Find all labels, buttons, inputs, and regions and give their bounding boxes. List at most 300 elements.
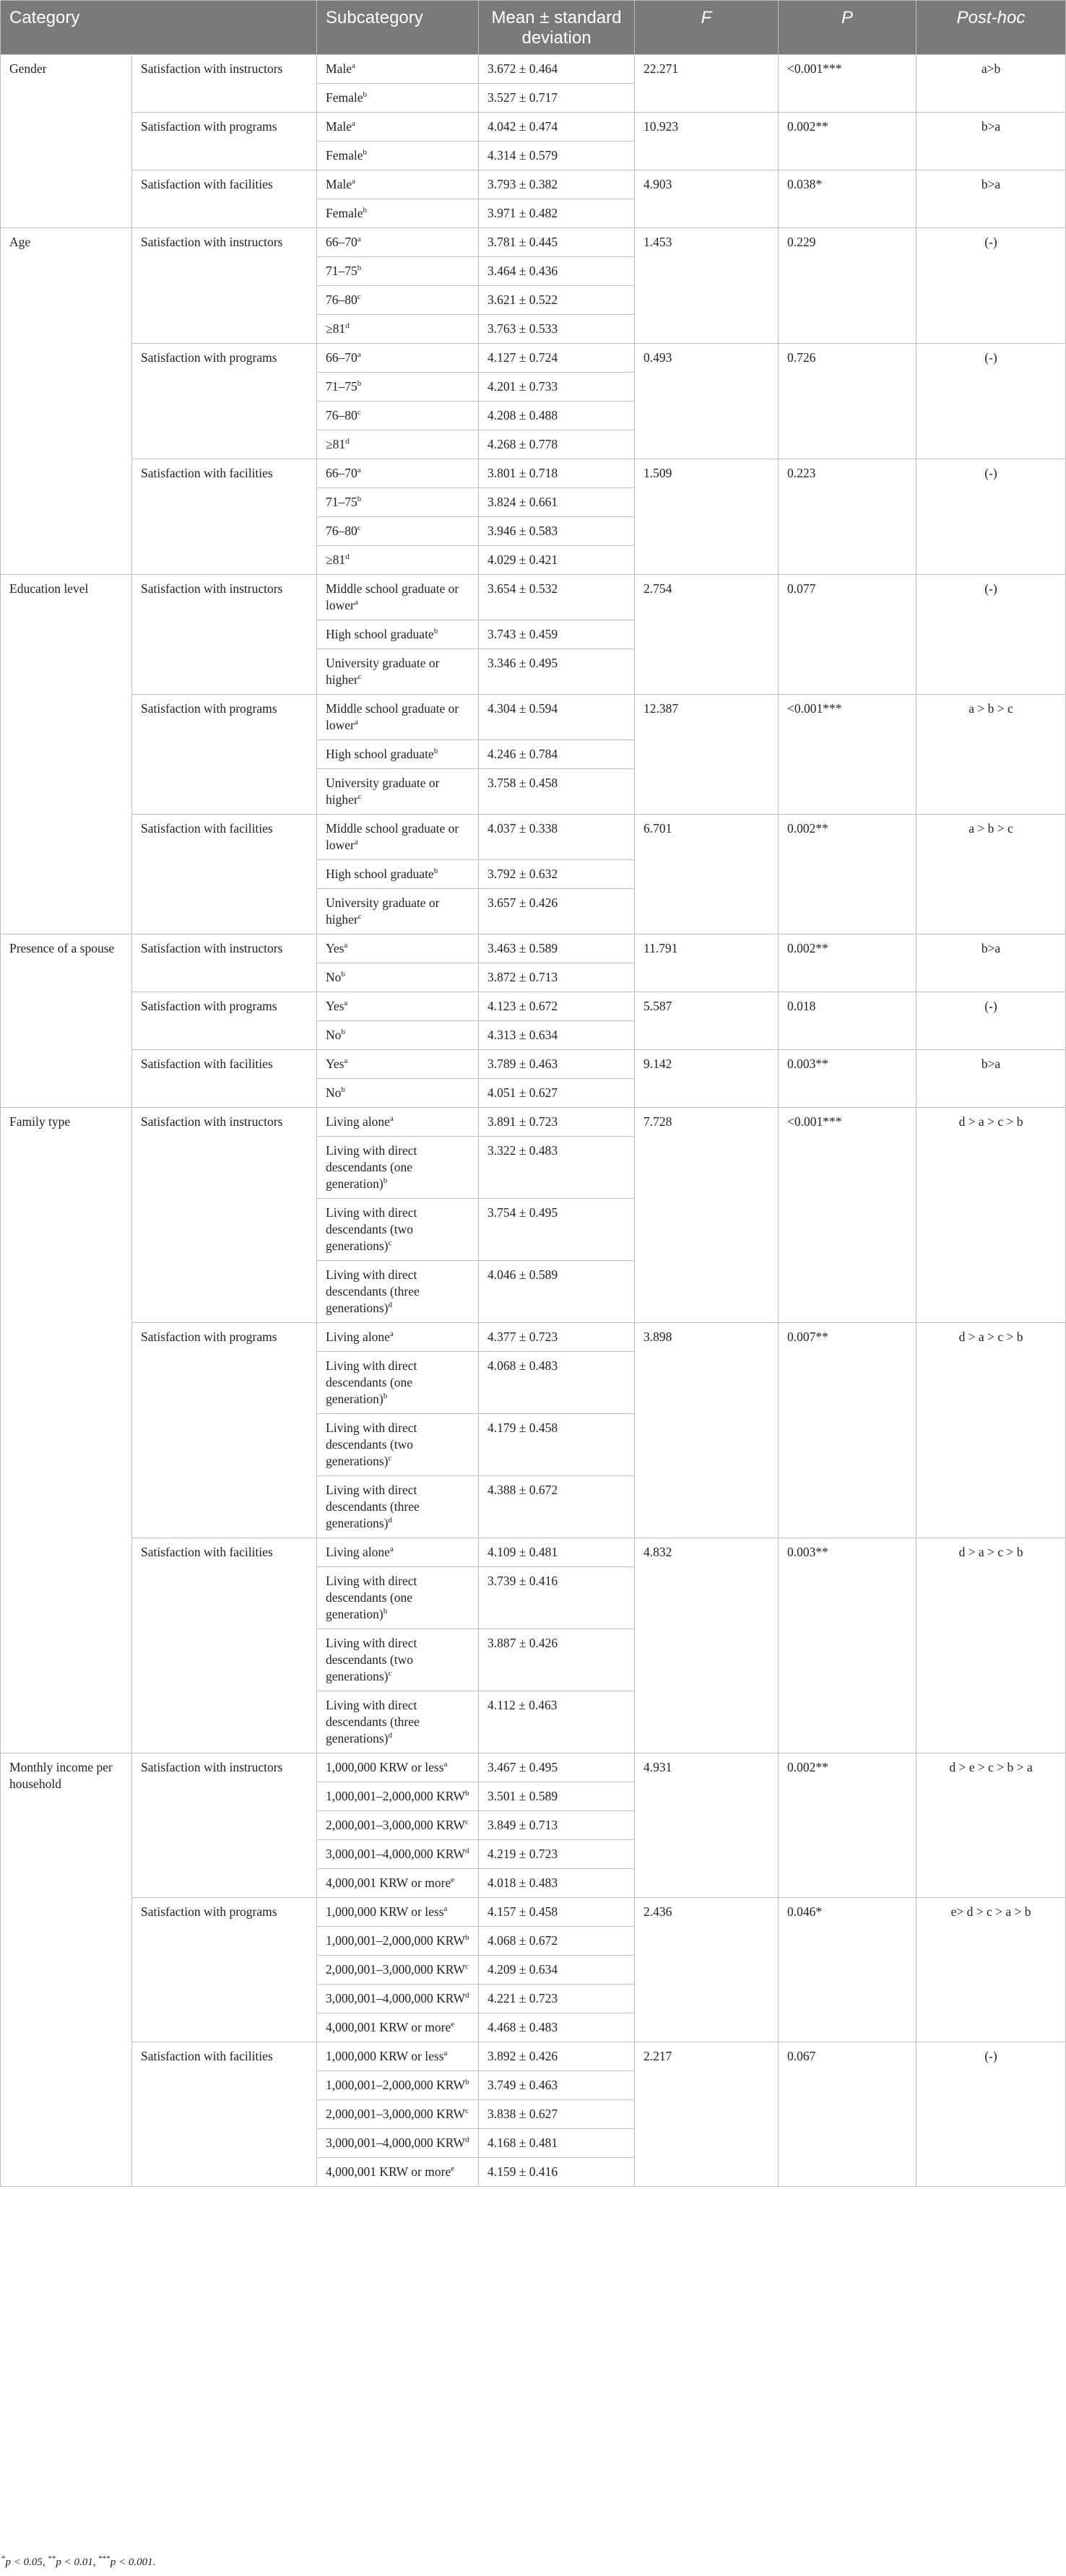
mean-sd-cell: 3.758 ± 0.458 <box>479 769 635 815</box>
mean-sd-cell: 3.527 ± 0.717 <box>479 84 635 113</box>
subcategory-cell <box>317 1323 479 1352</box>
mean-sd-cell: 3.872 ± 0.713 <box>479 963 635 992</box>
header-p: P <box>779 1 916 55</box>
mean-sd-cell: 4.029 ± 0.421 <box>479 546 635 575</box>
subcategory-group-letter: b <box>357 495 362 504</box>
subcategory-label: Living alone <box>326 1114 390 1129</box>
subcategory-group-letter: c <box>465 1818 469 1827</box>
table-row <box>1 1050 1066 1079</box>
subcategory-cell <box>317 517 479 546</box>
subcategory-label: 76–80 <box>326 524 358 538</box>
subgroup-cell: Satisfaction with programs <box>132 1898 317 2042</box>
subcategory-cell <box>317 430 479 459</box>
f-value-cell: 9.142 <box>635 1050 779 1108</box>
subgroup-cell: Satisfaction with instructors <box>132 934 317 992</box>
subcategory-label: 3,000,001–4,000,000 KRW <box>326 1991 466 2005</box>
subcategory-label: 3,000,001–4,000,000 KRW <box>326 1847 466 1861</box>
posthoc-cell: (-) <box>916 575 1066 695</box>
header-posthoc: Post-hoc <box>916 1 1066 55</box>
subcategory-label: Female <box>326 90 363 105</box>
footnote-p01: p < 0.01, <box>56 2557 99 2568</box>
subcategory-group-letter: c <box>465 2107 469 2116</box>
subcategory-label: Living with direct descendants (one generation) <box>326 1358 417 1406</box>
f-value-cell: 12.387 <box>635 695 779 815</box>
mean-sd-cell: 4.468 ± 0.483 <box>479 2013 635 2042</box>
subcategory-label: 76–80 <box>326 408 358 422</box>
mean-sd-cell: 4.051 ± 0.627 <box>479 1079 635 1108</box>
mean-sd-cell: 4.221 ± 0.723 <box>479 1985 635 2013</box>
subgroup-cell: Satisfaction with facilities <box>132 170 317 228</box>
subcategory-label: 1,000,000 KRW or less <box>326 1760 444 1774</box>
posthoc-cell: d > a > c > b <box>916 1538 1066 1753</box>
mean-sd-cell: 3.322 ± 0.483 <box>479 1137 635 1199</box>
category-cell: Age <box>1 228 132 575</box>
posthoc-cell: d > a > c > b <box>916 1323 1066 1538</box>
mean-sd-cell: 4.377 ± 0.723 <box>479 1323 635 1352</box>
mean-sd-cell: 3.824 ± 0.661 <box>479 488 635 517</box>
posthoc-cell: d > a > c > b <box>916 1108 1066 1323</box>
subcategory-cell <box>317 1021 479 1050</box>
posthoc-cell: d > e > c > b > a <box>916 1753 1066 1898</box>
header-f: F <box>635 1 779 55</box>
table-row <box>1 815 1066 860</box>
subcategory-label: 66–70 <box>326 235 358 249</box>
mean-sd-cell: 4.068 ± 0.483 <box>479 1352 635 1414</box>
subcategory-cell <box>317 1927 479 1956</box>
subcategory-label: ≥81 <box>326 437 346 451</box>
table-row <box>1 55 1066 84</box>
table-row <box>1 459 1066 488</box>
p-value-cell: 0.002** <box>779 113 916 170</box>
subcategory-label: No <box>326 970 342 984</box>
mean-sd-cell: 4.313 ± 0.634 <box>479 1021 635 1050</box>
mean-sd-cell: 4.201 ± 0.733 <box>479 373 635 402</box>
subgroup-cell: Satisfaction with instructors <box>132 1108 317 1323</box>
subcategory-cell <box>317 257 479 286</box>
subcategory-label: 66–70 <box>326 466 358 480</box>
subgroup-cell: Satisfaction with programs <box>132 344 317 459</box>
subcategory-group-letter: e <box>451 2020 455 2029</box>
f-value-cell: 6.701 <box>635 815 779 934</box>
posthoc-cell: a>b <box>916 55 1066 113</box>
subcategory-label: University graduate or higher <box>326 776 440 807</box>
subcategory-label: 1,000,000 KRW or less <box>326 1904 444 1919</box>
subgroup-cell: Satisfaction with programs <box>132 113 317 170</box>
subcategory-group-letter: a <box>344 941 348 950</box>
subcategory-label: 71–75 <box>326 379 358 394</box>
posthoc-cell: b>a <box>916 170 1066 228</box>
subcategory-cell <box>317 170 479 199</box>
mean-sd-cell: 3.743 ± 0.459 <box>479 620 635 649</box>
p-value-cell: 0.003** <box>779 1050 916 1108</box>
subcategory-label: Yes <box>326 999 344 1013</box>
subcategory-group-letter: a <box>351 119 355 129</box>
subcategory-group-letter: b <box>383 1607 388 1616</box>
subcategory-cell <box>317 2071 479 2100</box>
footnote: *p < 0.05, **p < 0.01, ***p < 0.001. <box>1 2554 156 2568</box>
header-subcategory: Subcategory <box>317 1 479 55</box>
subcategory-cell <box>317 373 479 402</box>
subcategory-label: High school graduate <box>326 867 434 881</box>
subcategory-group-letter: a <box>357 466 361 475</box>
posthoc-cell: (-) <box>916 992 1066 1050</box>
subcategory-label: Living with direct descendants (three generations) <box>326 1267 420 1315</box>
table-header-row <box>1 1 1066 55</box>
mean-sd-cell: 3.849 ± 0.713 <box>479 1811 635 1840</box>
mean-sd-cell: 4.268 ± 0.778 <box>479 430 635 459</box>
subcategory-group-letter: a <box>443 2049 448 2058</box>
category-cell: Gender <box>1 55 132 228</box>
subcategory-cell <box>317 1414 479 1476</box>
posthoc-cell: (-) <box>916 344 1066 459</box>
subcategory-group-letter: b <box>341 970 345 979</box>
subcategory-group-letter: a <box>389 1545 394 1554</box>
subcategory-label: 71–75 <box>326 264 358 278</box>
subcategory-group-letter: d <box>465 1991 469 2000</box>
mean-sd-cell: 4.042 ± 0.474 <box>479 113 635 142</box>
subcategory-group-letter: c <box>465 1962 469 1972</box>
subcategory-group-letter: b <box>363 148 368 157</box>
p-value-cell: 0.077 <box>779 575 916 695</box>
mean-sd-cell: 4.219 ± 0.723 <box>479 1840 635 1869</box>
subcategory-group-letter: a <box>357 350 361 360</box>
posthoc-cell: b>a <box>916 113 1066 170</box>
subcategory-group-letter: a <box>354 598 358 607</box>
p-value-cell: 0.067 <box>779 2042 916 2187</box>
subcategory-label: 2,000,001–3,000,000 KRW <box>326 1818 466 1832</box>
subcategory-cell <box>317 1691 479 1753</box>
subcategory-group-letter: c <box>358 672 362 682</box>
subcategory-cell <box>317 315 479 344</box>
subcategory-cell <box>317 1898 479 1927</box>
f-value-cell: 1.509 <box>635 459 779 575</box>
subcategory-cell <box>317 286 479 315</box>
p-value-cell: 0.003** <box>779 1538 916 1753</box>
subcategory-label: Living alone <box>326 1330 390 1344</box>
category-cell: Family type <box>1 1108 132 1753</box>
subcategory-label: 4,000,001 KRW or more <box>326 2164 451 2179</box>
subcategory-cell <box>317 649 479 695</box>
subcategory-label: Living with direct descendants (one generation) <box>326 1574 417 1621</box>
subcategory-label: Yes <box>326 1057 344 1071</box>
mean-sd-cell: 4.246 ± 0.784 <box>479 740 635 769</box>
f-value-cell: 2.754 <box>635 575 779 695</box>
subcategory-label: Yes <box>326 941 344 955</box>
mean-sd-cell: 3.501 ± 0.589 <box>479 1782 635 1811</box>
subcategory-group-letter: b <box>341 1085 345 1095</box>
subcategory-label: Female <box>326 148 363 162</box>
subcategory-group-letter: b <box>341 1028 345 1037</box>
subcategory-cell <box>317 199 479 228</box>
subcategory-cell <box>317 402 479 430</box>
p-value-cell: <0.001*** <box>779 695 916 815</box>
subcategory-label: 1,000,001–2,000,000 KRW <box>326 1933 466 1948</box>
subcategory-group-letter: b <box>433 627 438 636</box>
p-value-cell: 0.002** <box>779 1753 916 1898</box>
f-value-cell: 4.931 <box>635 1753 779 1898</box>
subcategory-group-letter: c <box>357 292 361 302</box>
subcategory-group-letter: b <box>433 747 438 756</box>
subcategory-cell <box>317 1956 479 1985</box>
subcategory-group-letter: a <box>389 1330 394 1339</box>
subcategory-cell <box>317 2042 479 2071</box>
mean-sd-cell: 3.464 ± 0.436 <box>479 257 635 286</box>
f-value-cell: 10.923 <box>635 113 779 170</box>
subcategory-label: Living alone <box>326 1545 390 1559</box>
subcategory-group-letter: d <box>465 2135 469 2145</box>
mean-sd-cell: 4.179 ± 0.458 <box>479 1414 635 1476</box>
subcategory-cell <box>317 992 479 1021</box>
p-value-cell: 0.229 <box>779 228 916 344</box>
table-row <box>1 1753 1066 1782</box>
subcategory-cell <box>317 1137 479 1199</box>
subcategory-cell <box>317 1108 479 1137</box>
mean-sd-cell: 4.388 ± 0.672 <box>479 1476 635 1538</box>
subcategory-cell <box>317 769 479 815</box>
mean-sd-cell: 3.971 ± 0.482 <box>479 199 635 228</box>
subcategory-label: University graduate or higher <box>326 656 440 687</box>
subcategory-cell <box>317 1985 479 2013</box>
f-value-cell: 2.436 <box>635 1898 779 2042</box>
subcategory-cell <box>317 740 479 769</box>
subcategory-label: 2,000,001–3,000,000 KRW <box>326 2107 466 2121</box>
subcategory-cell <box>317 55 479 84</box>
p-value-cell: 0.038* <box>779 170 916 228</box>
subcategory-label: 3,000,001–4,000,000 KRW <box>326 2135 466 2150</box>
table-row <box>1 170 1066 199</box>
p-value-cell: 0.726 <box>779 344 916 459</box>
subcategory-label: Male <box>326 119 352 134</box>
subcategory-label: Middle school graduate or lower <box>326 821 459 852</box>
subcategory-cell <box>317 1753 479 1782</box>
subcategory-group-letter: a <box>443 1760 448 1769</box>
subcategory-label: 76–80 <box>326 292 358 307</box>
subcategory-cell <box>317 1352 479 1414</box>
mean-sd-cell: 3.887 ± 0.426 <box>479 1629 635 1691</box>
subcategory-group-letter: c <box>388 1669 392 1678</box>
subcategory-label: Female <box>326 206 363 220</box>
table-row <box>1 344 1066 373</box>
subcategory-label: Male <box>326 177 352 191</box>
subcategory-group-letter: c <box>388 1239 392 1248</box>
subcategory-label: 71–75 <box>326 495 358 509</box>
table-row <box>1 575 1066 620</box>
category-cell: Presence of a spouse <box>1 934 132 1108</box>
table-row <box>1 1108 1066 1137</box>
subcategory-label: 4,000,001 KRW or more <box>326 1875 451 1890</box>
p-value-cell: 0.002** <box>779 815 916 934</box>
f-value-cell: 11.791 <box>635 934 779 992</box>
mean-sd-cell: 4.046 ± 0.589 <box>479 1261 635 1323</box>
subcategory-label: University graduate or higher <box>326 895 440 927</box>
mean-sd-cell: 4.208 ± 0.488 <box>479 402 635 430</box>
subcategory-label: ≥81 <box>326 321 346 336</box>
subcategory-group-letter: a <box>389 1114 394 1124</box>
subcategory-cell <box>317 142 479 170</box>
subcategory-label: ≥81 <box>326 552 346 567</box>
subcategory-group-letter: c <box>358 792 362 802</box>
subcategory-cell <box>317 860 479 889</box>
subcategory-cell <box>317 84 479 113</box>
mean-sd-cell: 3.463 ± 0.589 <box>479 934 635 963</box>
subgroup-cell: Satisfaction with programs <box>132 1323 317 1538</box>
p-value-cell: <0.001*** <box>779 1108 916 1323</box>
mean-sd-cell: 3.946 ± 0.583 <box>479 517 635 546</box>
posthoc-cell: a > b > c <box>916 695 1066 815</box>
mean-sd-cell: 3.763 ± 0.533 <box>479 315 635 344</box>
subcategory-cell <box>317 575 479 620</box>
subcategory-group-letter: a <box>351 61 355 71</box>
table-row <box>1 695 1066 740</box>
subcategory-group-letter: c <box>358 912 362 921</box>
subcategory-group-letter: b <box>465 1933 469 1943</box>
posthoc-cell: (-) <box>916 228 1066 344</box>
subcategory-cell <box>317 459 479 488</box>
subcategory-cell <box>317 1782 479 1811</box>
table-row <box>1 113 1066 142</box>
p-value-cell: 0.046* <box>779 1898 916 2042</box>
subcategory-group-letter: a <box>443 1904 448 1914</box>
p-value-cell: 0.223 <box>779 459 916 575</box>
posthoc-cell: (-) <box>916 2042 1066 2187</box>
subcategory-label: Living with direct descendants (one generation) <box>326 1143 417 1191</box>
subcategory-cell <box>317 1079 479 1108</box>
mean-sd-cell: 4.168 ± 0.481 <box>479 2129 635 2158</box>
subcategory-cell <box>317 546 479 575</box>
subcategory-group-letter: a <box>344 1057 348 1066</box>
subcategory-cell <box>317 1261 479 1323</box>
subcategory-cell <box>317 1840 479 1869</box>
mean-sd-cell: 4.018 ± 0.483 <box>479 1869 635 1898</box>
subcategory-cell <box>317 1869 479 1898</box>
subcategory-label: 66–70 <box>326 350 358 365</box>
mean-sd-cell: 4.159 ± 0.416 <box>479 2158 635 2187</box>
subcategory-label: 1,000,001–2,000,000 KRW <box>326 1789 466 1803</box>
subcategory-label: Middle school graduate or lower <box>326 581 459 612</box>
subcategory-cell <box>317 344 479 373</box>
p-value-cell: 0.018 <box>779 992 916 1050</box>
subcategory-cell <box>317 620 479 649</box>
subgroup-cell: Satisfaction with facilities <box>132 2042 317 2187</box>
posthoc-cell: b>a <box>916 934 1066 992</box>
subcategory-group-letter: a <box>354 718 358 727</box>
subcategory-group-letter: a <box>354 838 358 847</box>
subcategory-group-letter: c <box>388 1454 392 1463</box>
subcategory-label: Living with direct descendants (two generations) <box>326 1636 417 1683</box>
subcategory-group-letter: b <box>465 2078 469 2087</box>
header-category: Category <box>1 1 317 55</box>
p-value-cell: <0.001*** <box>779 55 916 113</box>
f-value-cell: 2.217 <box>635 2042 779 2187</box>
mean-sd-cell: 4.109 ± 0.481 <box>479 1538 635 1567</box>
subcategory-label: High school graduate <box>326 747 434 761</box>
subcategory-group-letter: a <box>357 235 361 244</box>
p-value-cell: 0.002** <box>779 934 916 992</box>
subcategory-cell <box>317 488 479 517</box>
subcategory-group-letter: e <box>451 2164 455 2174</box>
header-mean-sd: Mean ± standard deviation <box>479 1 635 55</box>
subcategory-group-letter: b <box>363 206 368 215</box>
mean-sd-cell: 4.157 ± 0.458 <box>479 1898 635 1927</box>
subcategory-group-letter: d <box>465 1847 469 1856</box>
subcategory-label: 1,000,000 KRW or less <box>326 2049 444 2063</box>
subcategory-label: 4,000,001 KRW or more <box>326 2020 451 2034</box>
subcategory-label: 2,000,001–3,000,000 KRW <box>326 1962 466 1977</box>
mean-sd-cell: 3.792 ± 0.632 <box>479 860 635 889</box>
subcategory-cell <box>317 113 479 142</box>
subcategory-label: Living with direct descendants (two generations) <box>326 1421 417 1468</box>
table-row <box>1 2042 1066 2071</box>
table-row <box>1 934 1066 963</box>
subcategory-group-letter: b <box>357 264 362 273</box>
subcategory-cell <box>317 2100 479 2129</box>
mean-sd-cell: 3.891 ± 0.723 <box>479 1108 635 1137</box>
table-body <box>1 55 1066 2187</box>
mean-sd-cell: 3.789 ± 0.463 <box>479 1050 635 1079</box>
mean-sd-cell: 4.127 ± 0.724 <box>479 344 635 373</box>
subcategory-cell <box>317 2129 479 2158</box>
subcategory-group-letter: c <box>357 408 361 417</box>
subcategory-group-letter: a <box>351 177 355 186</box>
subcategory-group-letter: e <box>451 1875 455 1885</box>
posthoc-cell: a > b > c <box>916 815 1066 934</box>
mean-sd-cell: 3.739 ± 0.416 <box>479 1567 635 1629</box>
subgroup-cell: Satisfaction with instructors <box>132 228 317 344</box>
subcategory-group-letter: d <box>388 1731 393 1740</box>
subcategory-cell <box>317 1567 479 1629</box>
subcategory-cell <box>317 1199 479 1261</box>
mean-sd-cell: 3.892 ± 0.426 <box>479 2042 635 2071</box>
mean-sd-cell: 3.467 ± 0.495 <box>479 1753 635 1782</box>
subcategory-label: No <box>326 1028 342 1042</box>
subgroup-cell: Satisfaction with instructors <box>132 55 317 113</box>
subcategory-cell <box>317 1538 479 1567</box>
mean-sd-cell: 3.838 ± 0.627 <box>479 2100 635 2129</box>
posthoc-cell: e> d > c > a > b <box>916 1898 1066 2042</box>
subcategory-group-letter: d <box>345 437 350 446</box>
footnote-p05: p < 0.05, <box>5 2557 48 2568</box>
subcategory-group-letter: b <box>383 1392 388 1401</box>
subcategory-group-letter: b <box>383 1176 388 1186</box>
category-cell: Education level <box>1 575 132 934</box>
mean-sd-cell: 3.793 ± 0.382 <box>479 170 635 199</box>
subgroup-cell: Satisfaction with facilities <box>132 815 317 934</box>
subcategory-cell <box>317 889 479 934</box>
subcategory-label: Middle school graduate or lower <box>326 701 459 732</box>
table-row <box>1 1538 1066 1567</box>
mean-sd-cell: 3.654 ± 0.532 <box>479 575 635 620</box>
mean-sd-cell: 4.304 ± 0.594 <box>479 695 635 740</box>
subcategory-cell <box>317 1811 479 1840</box>
subcategory-cell <box>317 963 479 992</box>
category-cell: Monthly income per household <box>1 1753 132 2187</box>
subcategory-group-letter: d <box>345 552 350 562</box>
subgroup-cell: Satisfaction with instructors <box>132 575 317 695</box>
table-row <box>1 1898 1066 1927</box>
mean-sd-cell: 3.749 ± 0.463 <box>479 2071 635 2100</box>
f-value-cell: 5.587 <box>635 992 779 1050</box>
mean-sd-cell: 4.112 ± 0.463 <box>479 1691 635 1753</box>
subcategory-label: High school graduate <box>326 627 434 641</box>
subcategory-group-letter: c <box>357 524 361 533</box>
p-value-cell: 0.007** <box>779 1323 916 1538</box>
f-value-cell: 7.728 <box>635 1108 779 1323</box>
f-value-cell: 4.832 <box>635 1538 779 1753</box>
mean-sd-cell: 4.314 ± 0.579 <box>479 142 635 170</box>
subcategory-cell <box>317 2158 479 2187</box>
subcategory-label: Living with direct descendants (three generations) <box>326 1483 420 1530</box>
subcategory-cell <box>317 934 479 963</box>
